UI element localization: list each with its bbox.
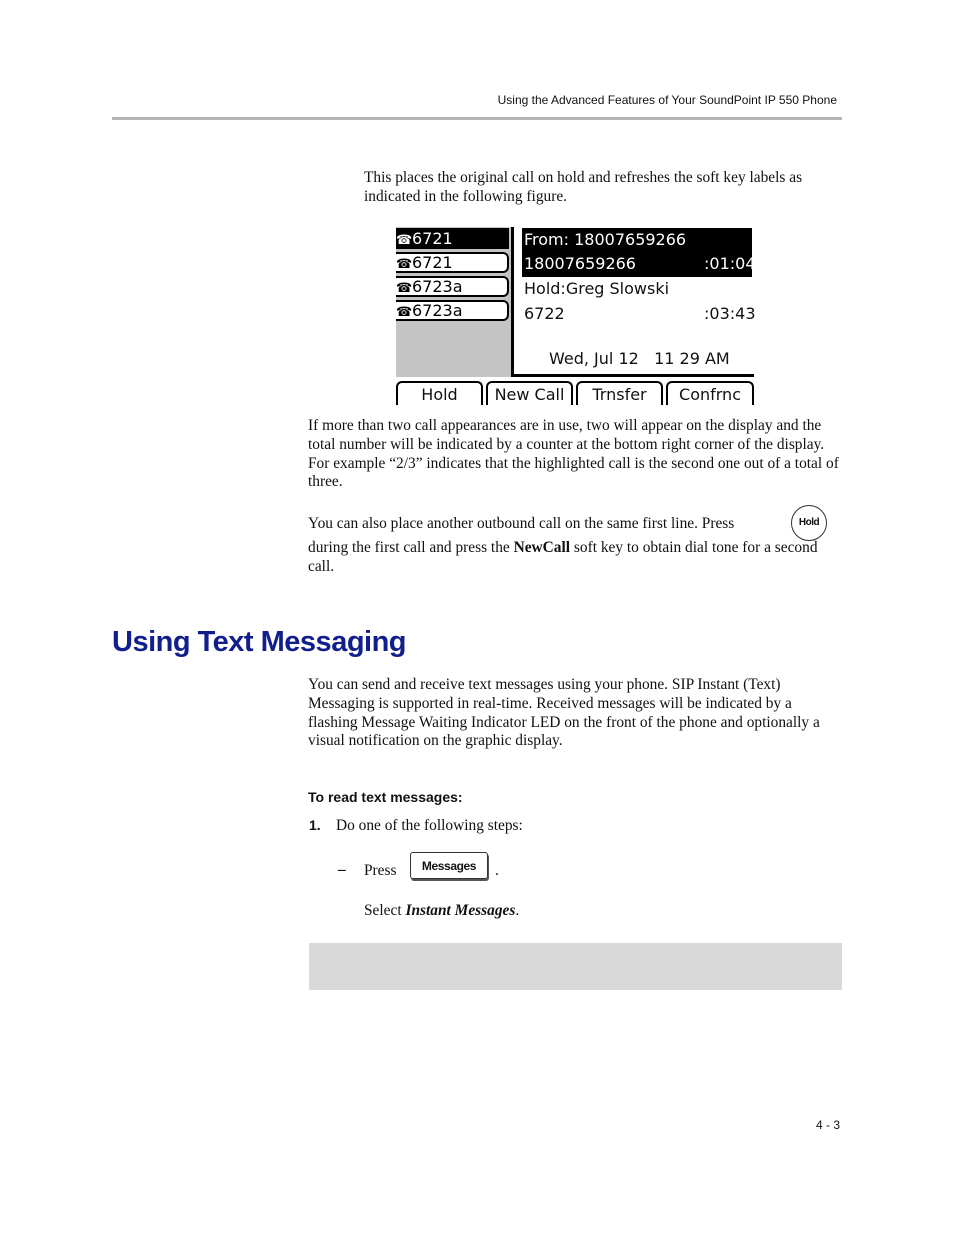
held-call-number: 6722: [524, 304, 565, 323]
date-time: Wed, Jul 12 11 29 AM: [549, 349, 730, 368]
paragraph-outbound-line2: [308, 539, 844, 577]
page-number: 4 - 3: [815, 1118, 840, 1132]
step-text: Do one of the following steps:: [336, 817, 523, 834]
outbound-text: during the first call and press the: [308, 539, 510, 556]
line-item-2: [396, 252, 509, 273]
softkey-hold: Hold: [396, 381, 483, 405]
phone-handset-icon: ☎: [396, 257, 413, 272]
phone-handset-icon: ☎: [396, 305, 413, 320]
substep-dash: –: [338, 861, 346, 878]
running-header: Using the Advanced Features of Your SoundPoint IP 550 Phone: [497, 93, 837, 107]
softkey-transfer: Trnsfer: [576, 381, 663, 405]
outbound-text: soft key to obtain dial tone for a second call.: [308, 539, 818, 575]
procedure-heading: To read text messages:: [308, 789, 463, 805]
press-period: .: [495, 862, 499, 879]
press-label: Press: [364, 862, 397, 879]
line-label: 6721: [412, 253, 453, 272]
line-item-4: [396, 300, 509, 321]
select-label: Select: [364, 902, 402, 919]
held-call-label: Hold:Greg Slowski: [524, 279, 670, 298]
phone-handset-icon: ☎: [396, 233, 413, 248]
phone-display-figure: [396, 227, 754, 407]
messages-key-icon: Messages: [410, 852, 488, 879]
section-title: Using Text Messaging: [112, 626, 407, 658]
line-item-3: [396, 276, 509, 297]
line-label: 6721: [412, 229, 453, 248]
softkey-conference: Confrnc: [666, 381, 754, 405]
header-rule: [112, 117, 842, 120]
held-call-timer: :03:43: [704, 304, 756, 323]
line-label: 6723a: [412, 277, 463, 296]
note-box: [309, 943, 842, 990]
line-label: 6723a: [412, 301, 463, 320]
paragraph-more-than-two: If more than two call appearances are in use, two will appear on the display and the total number will be indicated by a counter at the bottom right corner of the display. For example “2/3” indicates that the highlighted call is the second one out of a total of three.: [308, 417, 839, 491]
step-number: 1.: [309, 817, 321, 833]
softkey-new-call: New Call: [486, 381, 573, 405]
select-instruction: [364, 902, 519, 921]
select-target: Instant Messages: [405, 902, 516, 919]
phone-handset-icon: ☎: [396, 281, 413, 296]
display-divider: [511, 374, 754, 377]
active-call-number: 18007659266: [524, 254, 636, 273]
newcall-softkey-name: NewCall: [513, 539, 571, 556]
select-period: .: [515, 902, 520, 919]
paragraph-outbound-line1: You can also place another outbound call on the same first line. Press: [308, 515, 735, 532]
paragraph-places-on-hold: This places the original call on hold and refreshes the soft key labels as indicated in the following figure.: [364, 169, 803, 205]
active-call-from: From: 18007659266: [524, 230, 687, 249]
display-divider: [511, 227, 514, 377]
line-item-1: [396, 228, 509, 249]
active-call-timer: :01:04: [704, 254, 756, 273]
hold-key-icon: Hold: [791, 505, 827, 541]
paragraph-text-messaging-intro: You can send and receive text messages using your phone. SIP Instant (Text) Messaging is supported in real-time. Received messages will be indicated by a flashing Message Waiting Indicator LED on the front of the phone and optionally a visual notification on the graphic display.: [308, 676, 820, 750]
